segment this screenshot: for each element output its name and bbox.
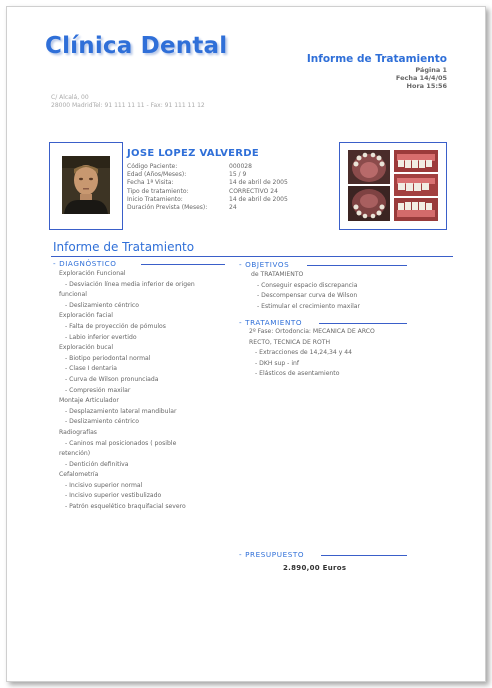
field-value: 14 de abril de 2005 — [229, 195, 288, 203]
diagnostico-line: - Deslizamiento céntrico — [65, 301, 139, 309]
document-page — [6, 6, 486, 682]
diagnostico-line: - Compresión maxilar — [65, 386, 131, 394]
presupuesto-rule — [321, 555, 407, 556]
patient-photo-frame — [49, 142, 123, 230]
objetivos-line: - Descompensar curva de Wilson — [257, 292, 358, 300]
objetivos-heading: - OBJETIVOS — [239, 260, 290, 269]
patient-name: JOSE LOPEZ VALVERDE — [127, 148, 260, 159]
diagnostico-line: Exploración facial — [59, 312, 113, 320]
diagnostico-line: - Incisivo superior normal — [65, 481, 143, 489]
diagnostico-line: - Desviación línea media inferior de origen — [65, 280, 195, 288]
section-divider — [51, 256, 453, 257]
field-label: Duración Prevista (Meses): — [127, 204, 208, 211]
diagnostico-line: - Dentición definitiva — [65, 460, 129, 468]
diagnostico-line: - Falta de proyección de pómulos — [65, 322, 166, 330]
tratamiento-line: - DKH sup - inf — [255, 359, 300, 367]
report-title: Informe de Tratamiento — [306, 53, 447, 65]
tratamiento-line: 2º Fase: Ortodoncia: MECANICA DE ARCO — [249, 328, 375, 335]
dental-photo-frame — [339, 142, 447, 230]
field-value: 000028 — [229, 163, 252, 170]
field-value: 15 / 9 — [229, 171, 247, 179]
clinic-logo-text: Clínica Dental — [45, 33, 228, 59]
diagnostico-line: - Biotipo periodontal normal — [65, 354, 151, 362]
presupuesto-heading: - PRESUPUESTO — [239, 550, 305, 559]
diagnostico-line: - Caninos mal posicionados ( posible — [65, 439, 177, 447]
tratamiento-line: - Elásticos de asentamiento — [255, 370, 340, 378]
diagnostico-rule — [141, 264, 225, 265]
diagnostico-line: Cefalometría — [59, 471, 99, 479]
objetivos-list — [251, 270, 360, 312]
diagnostico-line: Exploración Funcional — [59, 270, 126, 277]
diagnostico-heading: - DIAGNÓSTICO — [53, 259, 117, 268]
field-label: Tipo de tratamiento: — [127, 187, 189, 195]
diagnostico-line: Radiografías — [59, 428, 97, 436]
objetivos-line: - Conseguir espacio discrepancia — [257, 281, 358, 289]
clinic-address: C/ Alcalá, 00 — [51, 94, 89, 101]
tratamiento-list — [249, 327, 375, 380]
diagnostico-line: retención) — [59, 450, 91, 458]
field-label: Fecha 1ª Visita: — [127, 179, 174, 187]
tratamiento-heading: - TRATAMIENTO — [239, 318, 303, 327]
field-label: Edad (Años/Meses): — [127, 171, 187, 179]
clinic-contact: 28000 MadridTel: 91 111 11 11 - Fax: 91 111 11 12 — [51, 102, 205, 109]
field-value: 14 de abril de 2005 — [229, 179, 288, 187]
objetivos-line: - Estimular el crecimiento maxilar — [257, 302, 361, 310]
objetivos-rule — [307, 265, 407, 266]
dental-photos — [348, 150, 438, 221]
field-label: Código Paciente: — [127, 163, 178, 170]
report-time: Hora 15:56 — [406, 82, 447, 90]
tratamiento-rule — [319, 323, 407, 324]
diagnostico-line: Exploración bucal — [59, 344, 114, 352]
diagnostico-list — [59, 269, 195, 513]
tratamiento-line: RECTO, TECNICA DE ROTH — [249, 338, 331, 346]
field-value: CORRECTIVO 24 — [229, 187, 278, 195]
objetivos-line: de TRATAMIENTO — [251, 271, 304, 278]
tratamiento-line: - Extracciones de 14,24,34 y 44 — [255, 349, 352, 357]
section-title: Informe de Tratamiento — [53, 240, 195, 254]
report-date: Fecha 14/4/05 — [395, 74, 447, 82]
diagnostico-line: Montaje Articulador — [59, 397, 119, 405]
presupuesto-amount: 2.890,00 Euros — [283, 564, 347, 572]
field-label: Inicio Tratamiento: — [127, 195, 183, 203]
diagnostico-line: - Desplazamiento lateral mandibular — [65, 407, 177, 415]
diagnostico-line: - Deslizamiento céntrico — [65, 418, 139, 426]
diagnostico-line: - Incisivo superior vestibulizado — [65, 492, 162, 500]
field-value: 24 — [229, 204, 237, 211]
patient-photo — [62, 156, 110, 214]
diagnostico-line: - Clase I dentaria — [65, 365, 117, 373]
page-number: Página 1 — [415, 66, 447, 74]
diagnostico-line: - Labio inferior evertido — [65, 333, 137, 341]
diagnostico-line: funcional — [59, 291, 87, 299]
diagnostico-line: - Patrón esquelético braquifacial severo — [65, 503, 186, 511]
diagnostico-line: - Curva de Wilson pronunciada — [65, 375, 159, 383]
